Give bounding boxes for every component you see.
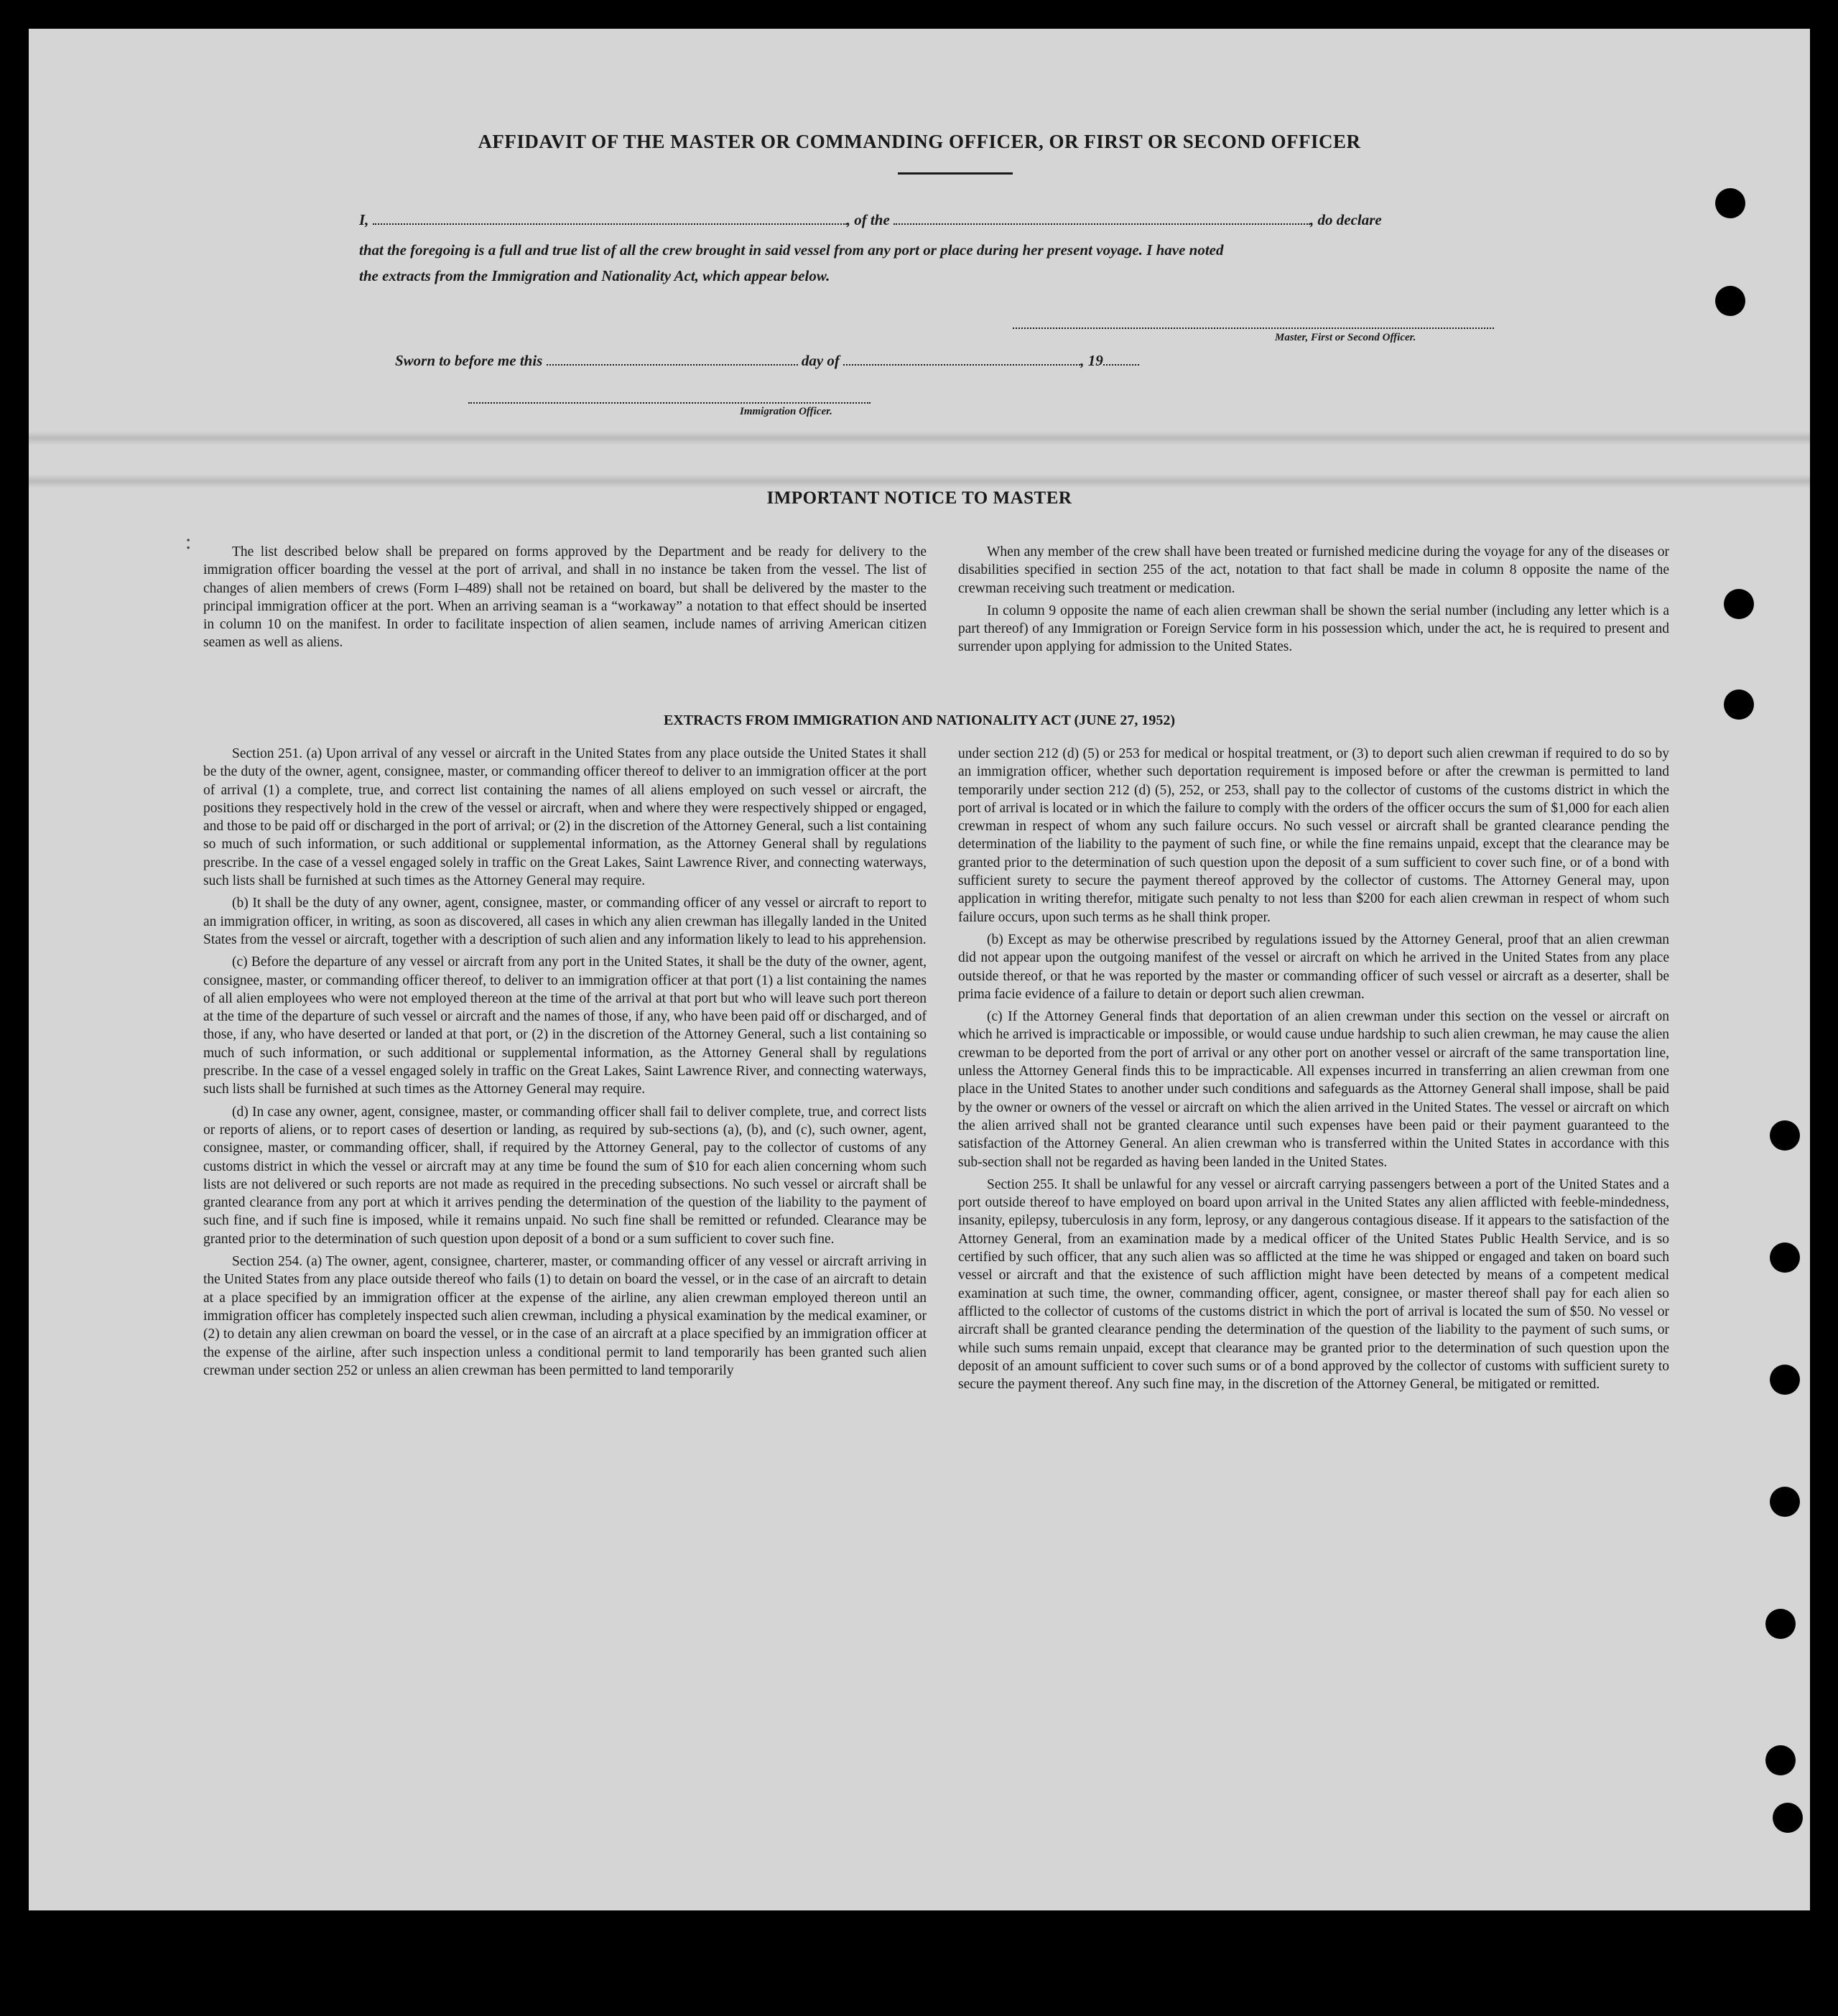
scan-artifact — [29, 431, 1810, 445]
binder-hole — [1770, 1487, 1800, 1517]
sworn-prefix: Sworn to before me this — [395, 352, 543, 369]
binder-hole — [1724, 589, 1754, 619]
binder-hole — [1770, 1120, 1800, 1151]
extracts-title: EXTRACTS FROM IMMIGRATION AND NATIONALITY ACT (JUNE 27, 1952) — [663, 712, 1176, 728]
affidavit-declaration-line — [359, 207, 1551, 233]
title-rule — [898, 172, 1013, 175]
document-page — [29, 29, 1810, 1910]
notice-right-paragraph-2: In column 9 opposite the name of each alien crewman shall be shown the serial number (including any letter which is a part thereof) of any Immigration or Foreign Service form in his possession which, under the act, he is required to present and surrender upon applying for admission to the United States. — [958, 603, 1669, 655]
immigration-officer-label: Immigration Officer. — [740, 406, 832, 417]
declaration-i: I, — [359, 211, 369, 228]
vessel-blank[interactable] — [894, 209, 1310, 225]
sworn-day-blank[interactable] — [547, 350, 798, 366]
section-251-a: Section 251. (a) Upon arrival of any vessel or aircraft in the United States from any place outside the United States it shall be the duty of the owner, agent, consignee, master, or commanding officer thereof to deliver to an immigration officer at the port of arrival (1) a complete, true, and correct list containing the names of all aliens employed on such vessel or aircraft, the positions they respectively hold in the crew of the vessel or aircraft, when and where they were respectively shipped or engaged, and those to be paid off or discharged in the port of arrival; or (2) in the discretion of the Attorney General, such a list containing so much of such information, or such additional or supplemental information, as the Attorney General shall by regulations prescribe. In the case of a vessel engaged solely in traffic on the Great Lakes, Saint Lawrence River, and connecting waterways, such lists shall be furnished at such times as the Attorney General may require. — [203, 746, 927, 889]
notice-left-column — [203, 543, 927, 656]
affidavit-title: AFFIDAVIT OF THE MASTER OR COMMANDING OFFICER, OR FIRST OR SECOND OFFICER — [478, 131, 1361, 152]
binder-hole — [1715, 188, 1745, 218]
master-signature-line[interactable] — [1013, 326, 1494, 329]
section-254-a: Section 254. (a) The owner, agent, consignee, charterer, master, or commanding officer of any vessel or aircraft arriving in the United States from any place outside thereof who fails (1) to detain on board the vessel, or in the case of an aircraft to detain at a place specified by an immigration officer at the expense of the airline, any alien crewman employed thereon until an immigration officer has completely inspected such alien crewman, including a physical examination by the medical examiner, or (2) to detain any alien crewman on board the vessel, or in the case of an aircraft at a place specified by an immigration officer at the expense of the airline, after such inspection unless a conditional permit to land temporarily has been granted such alien crewman under section 252 or unless an alien crewman has been permitted to land temporarily — [203, 1254, 927, 1378]
declaration-of-the: , of the — [846, 211, 890, 228]
section-251-d: (d) In case any owner, agent, consignee, master, or commanding officer shall fail to deliver complete, true, and correct lists or reports of aliens, or to report cases of desertion or landing, as required by sub-sections (a), (b), and (c), such owner, agent, consignee, master, or commanding officer, shall, if required by the Attorney General, pay to the collector of customs of any customs district in which the vessel or aircraft may at any time be found the sum of $10 for each alien concerning whom such lists are not delivered or such reports are not made as required in the preceding subsections. No such vessel or aircraft shall be granted clearance from any port at which it arrives pending the determination of the question of the liability to the payment of such fine, and if such fine is imposed, while it remains unpaid. No such fine shall be remitted or refunded. Clearance may be granted prior to the determination of such question upon deposit of a bond or a sum sufficient to cover such fine. — [203, 1104, 927, 1247]
notice-title: IMPORTANT NOTICE TO MASTER — [766, 488, 1072, 508]
binder-hole — [1765, 1745, 1796, 1775]
extracts-right-column — [958, 745, 1669, 1398]
scan-artifact — [29, 474, 1810, 488]
sworn-year: , 19 — [1080, 352, 1103, 369]
notice-right-paragraph-1: When any member of the crew shall have been treated or furnished medicine during the voyage for any of the diseases or disabilities specified in section 255 of the act, notation to that fact shall be made in column 8 opposite the name of the crewman receiving such treatment or medication. — [958, 544, 1669, 596]
master-signature-label: Master, First or Second Officer. — [1275, 332, 1416, 343]
affidavit-line-2: that the foregoing is a full and true list of all the crew brought in said vessel from any port or place during her present voyage. I have noted — [359, 241, 1224, 259]
declaration-do-declare: , do declare — [1310, 211, 1382, 228]
section-255: Section 255. It shall be unlawful for any vessel or aircraft carrying passengers between a port of the United States and a port outside thereof to have employed on board upon arrival in the United States any alien afflicted with feeble-mindedness, insanity, epilepsy, tuberculosis in any form, leprosy, or any dangerous contagious disease. If it appears to the satisfaction of the Attorney General, from an examination made by a medical officer of the United States Public Health Service, and is so certified by such officer, that any such alien was so afflicted at the time he was shipped or engaged and taken on board such vessel or aircraft and that the existence of such affliction might have been detected by means of a competent medical examination at such time, the owner, commanding officer, agent, consignee, or master thereof shall pay for each alien so afflicted to the collector of customs of the customs district in which the port of arrival is located the sum of $50. No vessel or aircraft shall be granted clearance pending the determination of the question of the liability to the payment of such sums, or while such sums remain unpaid, except that clearance may be granted prior to the determination of such question upon the deposit of an amount sufficient to cover such sums or of a bond approved by the collector of customs with sufficient surety to secure the payment thereof. Any such fine may, in the discretion of the Attorney General, be mitigated or remitted. — [958, 1176, 1669, 1393]
immigration-officer-signature-line[interactable] — [468, 401, 871, 404]
name-blank[interactable] — [373, 209, 847, 225]
section-254-a-continued: under section 212 (d) (5) or 253 for medical or hospital treatment, or (3) to deport such alien crewman if required to do so by an immigration officer, whether such deportation requirement is imposed before or after the crewman is permitted to land temporarily under section 212 (d) (5), 252, or 253, shall pay to the collector of customs of the customs district in which the port of arrival is located or in which the failure to comply with the orders of the officer occurs the sum of $1,000 for each alien crewman in respect of whom any such failure occurs. No such vessel or aircraft shall be granted clearance pending the determination of the liability to the payment of such fine, or while the fine remains unpaid, except that the clearance may be granted prior to the determination of such question upon the deposit of a sum sufficient to cover such fine, or of a bond with sufficient surety to secure the payment thereof approved by the collector of customs. The Attorney General may, upon application in writing therefor, mitigate such penalty to not less than $200 for each alien crewman in respect of whom such failure occurs, upon such terms as he shall think proper. — [958, 746, 1669, 925]
notice-right-column — [958, 543, 1669, 661]
binder-hole — [1765, 1609, 1796, 1639]
binder-hole — [1773, 1803, 1803, 1833]
sworn-day-of: day of — [801, 352, 840, 369]
binder-hole — [1770, 1365, 1800, 1395]
binder-hole — [1715, 286, 1745, 316]
extracts-left-column — [203, 745, 927, 1384]
affidavit-line-3: the extracts from the Immigration and Nationality Act, which appear below. — [359, 267, 830, 284]
sworn-month-blank[interactable] — [843, 350, 1080, 366]
notice-left-paragraph: The list described below shall be prepared on forms approved by the Department and be ready for delivery to the immigration officer boarding the vessel at the port of arrival, and shall in no instance be taken from the vessel. The list of changes of alien members of crews (Form I–489) shall not be retained on board, but shall be delivered by the master to the principal immigration officer at the port. When an arriving seaman is a “workaway” a notation to that effect should be inserted in column 10 on the manifest. In order to facilitate inspection of alien seamen, include names of arriving American citizen seamen as well as aliens. — [203, 544, 927, 651]
sworn-line — [395, 348, 1587, 373]
margin-mark: : — [185, 530, 192, 554]
section-251-b: (b) It shall be the duty of any owner, agent, consignee, master, or commanding officer of any vessel or aircraft to report to an immigration officer, in writing, as soon as discovered, all cases in which any alien crewman has illegally landed in the United States from the vessel or aircraft, together with a description of such alien and any information likely to lead to his apprehension. — [203, 896, 927, 947]
section-254-c: (c) If the Attorney General finds that deportation of an alien crewman under this section on the vessel or aircraft on which he arrived is impracticable or impossible, or would cause undue hardship to such alien crewman, he may cause the alien crewman to be deported from the port of arrival or any other port on another vessel or aircraft of the same transportation line, unless the Attorney General finds this to be impracticable. All expenses incurred in transferring an alien crewman from one place in the United States to another under such conditions and safeguards as the Attorney General shall impose, shall be paid by the owner or owners of the vessel or aircraft on which the alien arrived in the United States. The vessel or aircraft on which the alien arrived shall not be granted clearance until such expenses have been paid or their payment guaranteed to the satisfaction of the Attorney General. An alien crewman who is transferred within the United States in accordance with this sub-section shall not be regarded as having been landed in the United States. — [958, 1009, 1669, 1170]
binder-hole — [1770, 1242, 1800, 1273]
sworn-year-blank[interactable] — [1103, 350, 1139, 366]
section-251-c: (c) Before the departure of any vessel or aircraft from any port in the United States, it shall be the duty of the owner, agent, consignee, master, or commanding officer thereof, to deliver to an immigration officer at that port (1) a list containing the names of all alien employees who were not employed thereon at the time of the arrival at that port but who will leave such port thereon at the time of the departure of such vessel or aircraft and the names of those, if any, who have been paid off or discharged, and of those, if any, who have deserted or landed at that port, or (2) in the discretion of the Attorney General, such a list containing so much of such information, or such additional or supplemental information, as the Attorney General shall by regulations prescribe. In the case of a vessel engaged solely in traffic on the Great Lakes, Saint Lawrence River, and connecting waterways, such lists shall be furnished at such times as the Attorney General may require. — [203, 954, 927, 1097]
section-254-b: (b) Except as may be otherwise prescribed by regulations issued by the Attorney General, proof that an alien crewman did not appear upon the outgoing manifest of the vessel or aircraft on which he arrived in the United States from any place outside thereof, or that he was reported by the master or commanding officer of such vessel or aircraft as a deserter, shall be prima facie evidence of a failure to detain or deport such alien crewman. — [958, 932, 1669, 1002]
